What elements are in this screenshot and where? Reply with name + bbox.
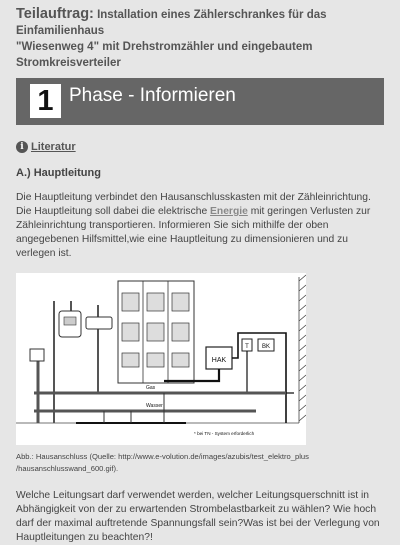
title-lead: Teilauftrag: bbox=[16, 6, 94, 22]
title-line2: "Wiesenweg 4" mit Drehstromzähler und eingebautem Stromkreisverteiler bbox=[16, 41, 313, 69]
section-heading: A.) Hauptleitung bbox=[16, 167, 101, 179]
bk-label: BK bbox=[261, 344, 271, 350]
gas-label: Gas bbox=[146, 385, 156, 391]
diagram-svg bbox=[16, 273, 306, 445]
hak-label: HAK bbox=[211, 357, 227, 364]
hausanschluss-diagram bbox=[16, 273, 306, 445]
intro-paragraph bbox=[16, 191, 388, 261]
info-icon: i bbox=[16, 141, 28, 153]
caption-line1: Abb.: Hausanschluss (Quelle: http://www.e-volution.de/images/azubis/test_elektro_plus bbox=[16, 452, 309, 461]
figure-caption bbox=[16, 451, 388, 475]
question-text-a: Welche Leitungsart darf verwendet werden, welcher Leitungsquerschnitt ist in Abhängigkeit von der zu erwartenden bbox=[16, 490, 369, 515]
phase-banner bbox=[16, 78, 384, 125]
literature-link-row[interactable] bbox=[16, 141, 388, 153]
phase-title: Phase - Informieren bbox=[69, 85, 236, 106]
energie-link[interactable]: Energie bbox=[210, 206, 248, 217]
question-paragraph bbox=[16, 489, 388, 545]
caption-line2: /hausanschlusswand_600.gif). bbox=[16, 464, 119, 473]
title-rest: Installation eines Zählerschrankes für das Einfamilienhaus bbox=[16, 9, 327, 37]
wasser-label: Wasser bbox=[146, 403, 163, 409]
intro-text-a: Die Hauptleitung verbindet den Hausanschlusskasten mit der Zähleinrichtung. Die Hauptleitung soll dabei die elektrische bbox=[16, 192, 371, 217]
literature-link[interactable]: Literatur bbox=[31, 141, 76, 153]
tn-note: * bei TN - System erforderlich bbox=[194, 431, 255, 436]
page-title bbox=[16, 6, 388, 71]
t-label: T bbox=[245, 344, 249, 350]
phase-number: 1 bbox=[30, 84, 61, 118]
strombelastbarkeit-link[interactable]: Strombelastbarkeit bbox=[189, 504, 276, 515]
intro-text-b: mit geringen Verlusten zur Zähleinrichtung transportieren. Informieren Sie sich mithilfe der oben angegebenen Hilfsmittel,wie eine Hauptleitung zu dimensionieren und zu verlegen ist. bbox=[16, 206, 371, 259]
question-text-b: zu wählen? Wie hoch darf der maximal auftretende Spannungsfall sein?Was ist bei der Verlegung von Hauptleitungen zu beachten?! bbox=[16, 504, 380, 543]
